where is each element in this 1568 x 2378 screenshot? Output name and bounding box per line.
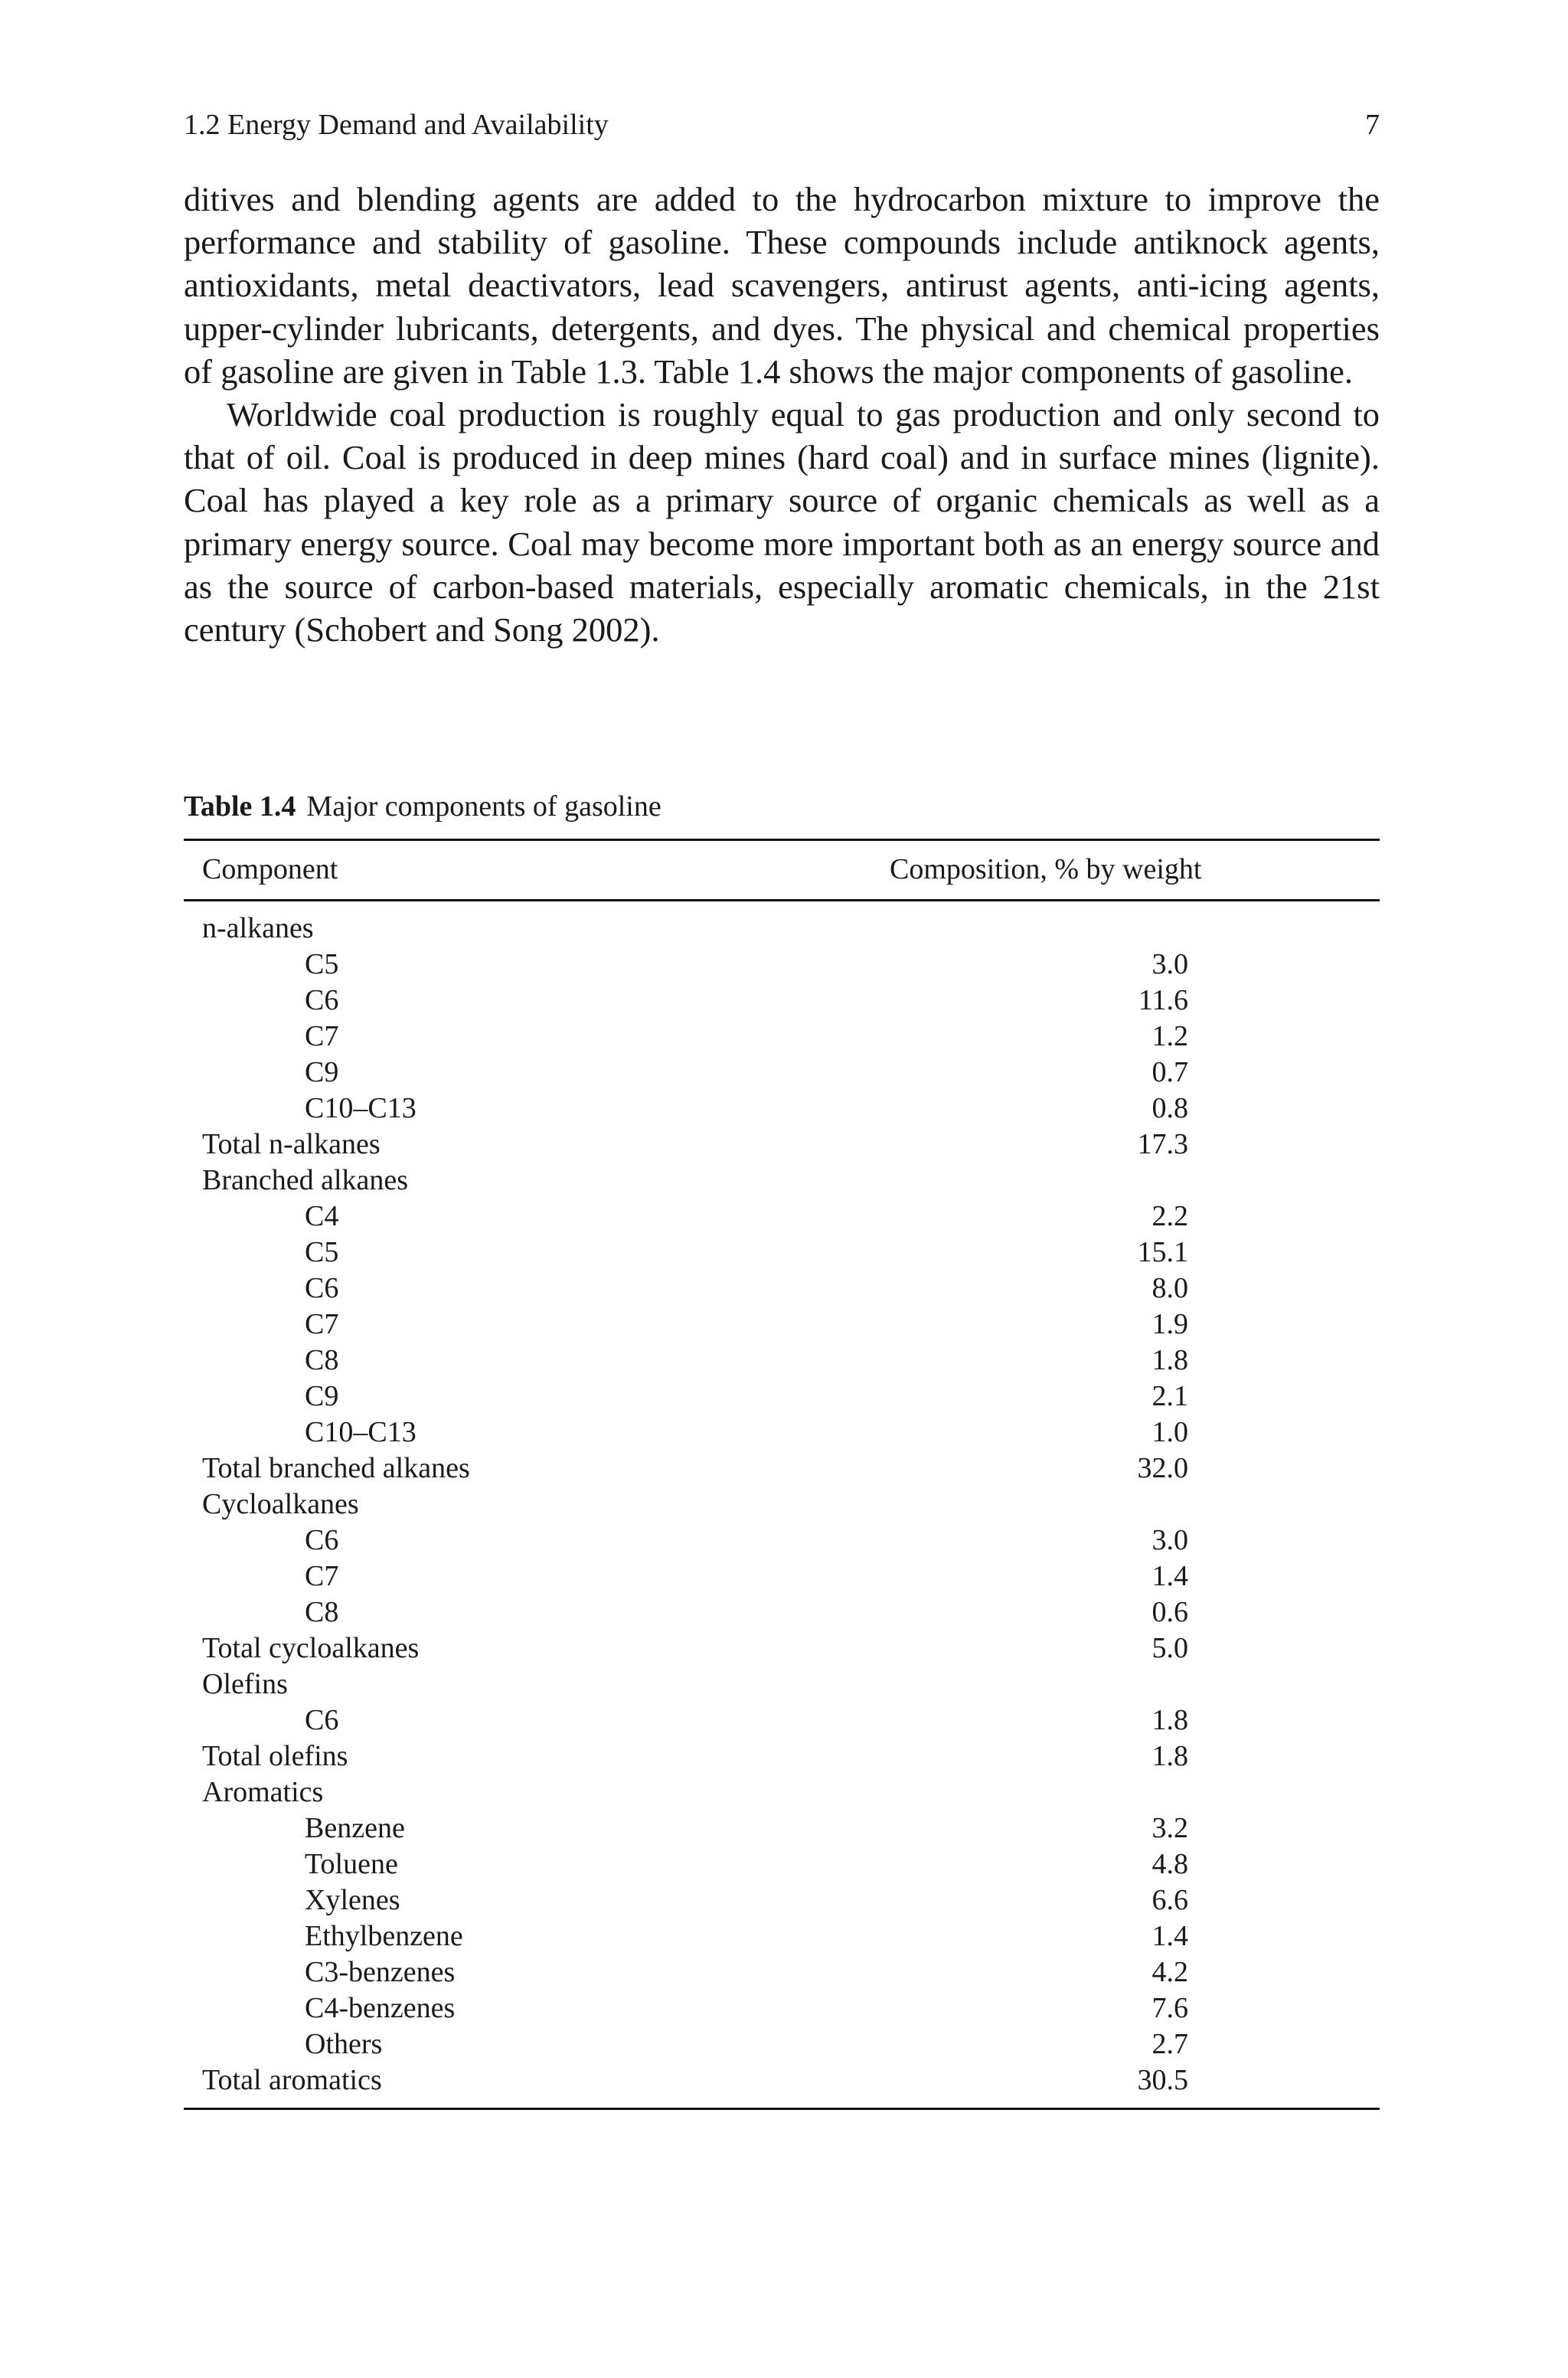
row-value: 2.7: [1152, 2028, 1188, 2060]
table-row: [184, 1595, 1380, 1631]
row-label: C10–C13: [305, 1416, 416, 1448]
row-label: Aromatics: [202, 1776, 324, 1808]
table-body: [184, 901, 1380, 2108]
table-row: [184, 1379, 1380, 1415]
row-label: C6: [305, 1704, 339, 1736]
row-label: C8: [305, 1344, 339, 1376]
row-value: 1.4: [1152, 1920, 1188, 1952]
row-label: C6: [305, 1524, 339, 1556]
table-row: [184, 1163, 1380, 1199]
paragraph-1: ditives and blending agents are added to the hydrocarbon mixture to improve the performance and stability of gasoline. These compounds include antiknock agents, antioxidants, metal deactivators, lead scavengers, antirust agents, anti-icing agents, upper-cylinder lubricants, detergents, and dyes. The physical and chemical properties of gasoline are given in Table 1.3. Table 1.4 shows the major components of gasoline.: [184, 180, 1380, 391]
row-label: C7: [305, 1308, 339, 1340]
table-caption: [184, 787, 662, 826]
row-label: C7: [305, 1020, 339, 1052]
row-label: Benzene: [305, 1812, 405, 1844]
table-row: [184, 1523, 1380, 1559]
row-value: 8.0: [1152, 1272, 1188, 1304]
row-value: 17.3: [1137, 1128, 1188, 1160]
table-caption-label: Table 1.4: [184, 790, 296, 823]
row-label: C9: [305, 1380, 339, 1412]
table-row: [184, 1739, 1380, 1775]
row-value: 4.2: [1152, 1956, 1188, 1988]
row-value: 0.6: [1152, 1596, 1188, 1628]
row-label: Total olefins: [202, 1740, 348, 1772]
page-number: 7: [1365, 109, 1380, 141]
table-row: [184, 1667, 1380, 1703]
row-value: 3.0: [1152, 1524, 1188, 1556]
table-row: [184, 1307, 1380, 1343]
row-value: 6.6: [1152, 1884, 1188, 1916]
row-value: 2.2: [1152, 1200, 1188, 1232]
row-value: 2.1: [1152, 1380, 1188, 1412]
row-label: C9: [305, 1056, 339, 1088]
row-label: Cycloalkanes: [202, 1488, 359, 1520]
table-caption-text: Major components of gasoline: [306, 790, 662, 823]
row-label: C5: [305, 1236, 339, 1268]
table-row: [184, 911, 1380, 947]
table-header: [184, 841, 1380, 899]
table-row: [184, 2062, 1380, 2098]
row-value: 1.4: [1152, 1560, 1188, 1592]
table-row: [184, 1271, 1380, 1307]
row-label: Ethylbenzene: [305, 1920, 463, 1952]
row-label: Olefins: [202, 1668, 288, 1700]
row-label: C10–C13: [305, 1092, 416, 1124]
table-row: [184, 947, 1380, 983]
paragraph-2: Worldwide coal production is roughly equal to gas production and only second to that of oil. Coal is produced in deep mines (hard coal) and in surface mines (lignite). Coal has played a key role as a primary source of organic chemicals as well as a primary energy source. Coal may become more important both as an energy source and as the source of carbon-based materials, especially aromatic chemicals, in the 21st century (Schobert and Song 2002).: [184, 395, 1380, 649]
body-text: [184, 178, 1380, 651]
table-row: [184, 1055, 1380, 1091]
row-label: Total cycloalkanes: [202, 1632, 420, 1664]
row-label: Others: [305, 2028, 383, 2060]
table-row: [184, 1019, 1380, 1055]
row-label: C3-benzenes: [305, 1956, 456, 1988]
table-row: [184, 1918, 1380, 1954]
row-value: 0.8: [1152, 1092, 1188, 1124]
row-label: C5: [305, 948, 339, 980]
row-value: 1.8: [1152, 1704, 1188, 1736]
row-label: Total n-alkanes: [202, 1128, 381, 1160]
table-row: [184, 1810, 1380, 1846]
table-row: [184, 2026, 1380, 2062]
row-value: 32.0: [1137, 1452, 1188, 1484]
table-row: [184, 1343, 1380, 1379]
row-value: 1.9: [1152, 1308, 1188, 1340]
row-value: 1.8: [1152, 1740, 1188, 1772]
table-row: [184, 1631, 1380, 1667]
column-header-composition: Composition, % by weight: [890, 853, 1202, 885]
table-row: [184, 1199, 1380, 1235]
row-value: 7.6: [1152, 1992, 1188, 2024]
running-head-title: 1.2 Energy Demand and Availability: [184, 109, 609, 141]
row-label: C4-benzenes: [305, 1992, 456, 2024]
table-row: [184, 1846, 1380, 1882]
components-table: [184, 839, 1380, 2110]
row-label: Toluene: [305, 1848, 398, 1880]
row-value: 3.0: [1152, 948, 1188, 980]
row-value: 30.5: [1137, 2064, 1188, 2096]
row-label: Branched alkanes: [202, 1164, 409, 1196]
table-row: [184, 1703, 1380, 1739]
row-label: C6: [305, 984, 339, 1016]
running-head: [184, 106, 1380, 144]
row-label: C4: [305, 1200, 339, 1232]
table-bottom-rule: [184, 2108, 1380, 2110]
table-row: [184, 1415, 1380, 1451]
row-value: 4.8: [1152, 1848, 1188, 1880]
table-row: [184, 1487, 1380, 1523]
row-label: Total branched alkanes: [202, 1452, 470, 1484]
row-label: n-alkanes: [202, 912, 314, 944]
row-value: 1.2: [1152, 1020, 1188, 1052]
row-label: Xylenes: [305, 1884, 400, 1916]
table-row: [184, 1882, 1380, 1918]
table-row: [184, 1559, 1380, 1595]
table-row: [184, 1451, 1380, 1487]
row-value: 1.0: [1152, 1416, 1188, 1448]
table-row: [184, 983, 1380, 1019]
row-label: C6: [305, 1272, 339, 1304]
row-label: C8: [305, 1596, 339, 1628]
table-row: [184, 1235, 1380, 1271]
row-value: 0.7: [1152, 1056, 1188, 1088]
table-row: [184, 1954, 1380, 1990]
row-label: C7: [305, 1560, 339, 1592]
row-value: 15.1: [1137, 1236, 1188, 1268]
row-value: 5.0: [1152, 1632, 1188, 1664]
row-label: Total aromatics: [202, 2064, 382, 2096]
row-value: 1.8: [1152, 1344, 1188, 1376]
table-row: [184, 1091, 1380, 1127]
table-row: [184, 1775, 1380, 1810]
column-header-component: Component: [202, 853, 338, 885]
row-value: 11.6: [1138, 984, 1188, 1016]
row-value: 3.2: [1152, 1812, 1188, 1844]
table-row: [184, 1990, 1380, 2026]
table-row: [184, 1127, 1380, 1163]
